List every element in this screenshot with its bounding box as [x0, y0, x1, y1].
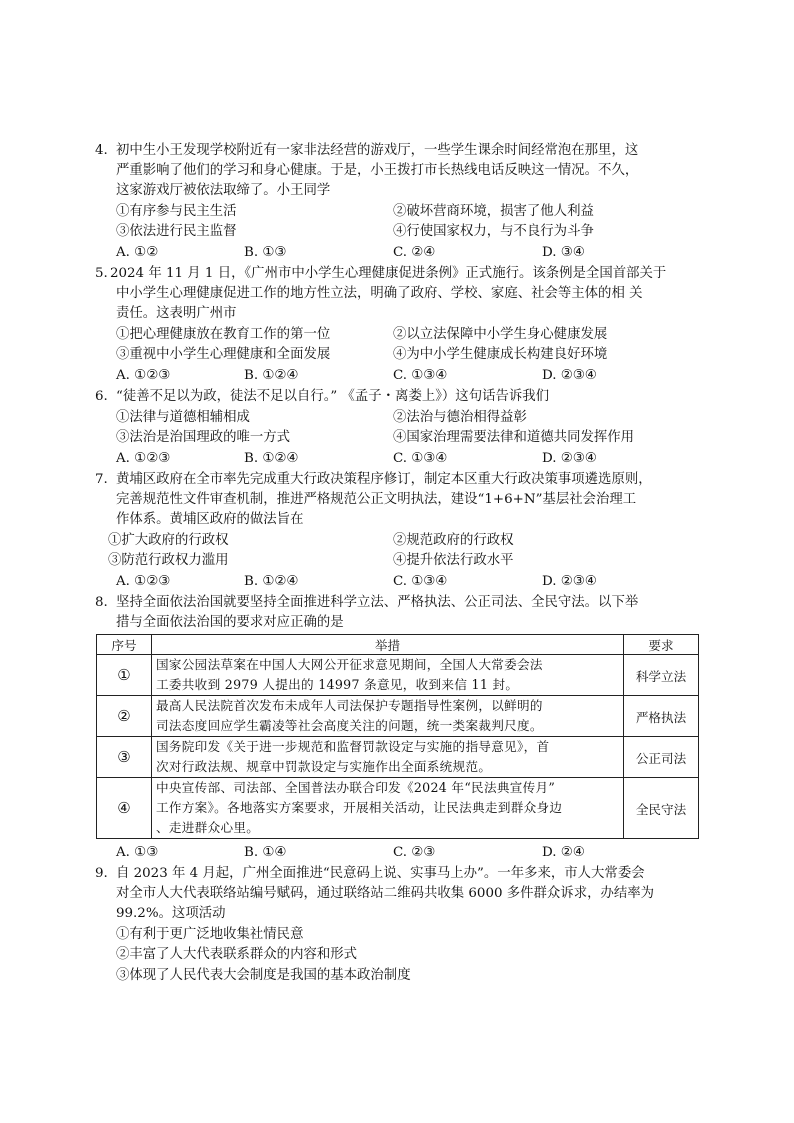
statement-item: ②丰富了人大代表联系群众的内容和形式 — [116, 947, 358, 962]
row-measure — [152, 696, 624, 737]
table-row — [97, 655, 699, 696]
statement-item: ③重视中小学生心理健康和全面发展 — [116, 347, 331, 362]
question-text-line: 作体系。黄埔区政府的做法旨在 — [116, 512, 304, 527]
statement-item: ③法治是治国理政的唯一方式 — [116, 430, 291, 445]
row-measure — [152, 778, 624, 839]
question-text-line: 2024 年 11 月 1 日，《广州市中小学生心理健康促进条例》正式施行。该条例是全国首部关于 — [110, 266, 667, 281]
question-text-line: 责任。这表明广州市 — [116, 306, 237, 321]
choice-c: C. ①③④ — [393, 368, 448, 383]
measure-line: 工委共收到 2979 人提出的 14997 条意见，收到来信 11 封。 — [156, 677, 519, 692]
choice-d: D. ②③④ — [542, 574, 597, 589]
question-text-line: 坚持全面依法治国就要坚持全面推进科学立法、严格执法、公正司法、全民守法。以下举 — [116, 595, 639, 610]
question-number: 8. — [95, 595, 108, 610]
question-text-line: 初中生小王发现学校附近有一家非法经营的游戏厅，一些学生课余时间经常泡在那里，这 — [116, 143, 639, 158]
statement-item: ③体现了人民代表大会制度是我国的基本政治制度 — [116, 968, 411, 983]
column-header-number: 序号 — [97, 635, 152, 655]
row-measure — [152, 737, 624, 778]
measure-line: 国务院印发《关于进一步规范和监督罚款设定与实施的指导意见》，首 — [156, 739, 550, 754]
table-header-row — [97, 635, 699, 655]
row-requirement: 全民守法 — [624, 778, 699, 839]
choice-b: B. ①②④ — [244, 368, 299, 383]
statement-item: ④提升依法行政水平 — [393, 553, 514, 568]
measure-line: 、走进群众心里。 — [156, 820, 260, 835]
row-number: ④ — [97, 778, 152, 839]
measure-line: 工作方案》。各地落实方案要求，开展相关活动，让民法典走到群众身边 — [156, 800, 563, 815]
question-text-line: 这家游戏厅被依法取缔了。小王同学 — [116, 183, 331, 198]
row-number: ① — [97, 655, 152, 696]
measure-line: 国家公园法草案在中国人大网公开征求意见期间，全国人大常委会法 — [156, 657, 543, 672]
choice-a: A. ①② — [116, 245, 159, 260]
measure-line: 次对行政法规、规章中罚款设定与实施作出全面系统规范。 — [156, 759, 492, 774]
row-number: ③ — [97, 737, 152, 778]
measures-table — [96, 634, 699, 839]
choice-c: C. ①③④ — [393, 451, 448, 466]
statement-item: ②以立法保障中小学生身心健康发展 — [393, 327, 608, 342]
question-number: 9. — [95, 866, 108, 881]
statement-item: ③防范行政权力滥用 — [108, 553, 229, 568]
choice-d: D. ②④ — [542, 845, 585, 860]
choice-c: C. ①③④ — [393, 574, 448, 589]
statement-item: ④行使国家权力，与不良行为斗争 — [393, 224, 594, 239]
choice-a: A. ①②③ — [116, 574, 171, 589]
question-text-line: 99.2%。这项活动 — [116, 906, 226, 921]
choice-d: D. ②③④ — [542, 368, 597, 383]
question-text-line: 对全市人大代表联络站编号赋码，通过联络站二维码共收集 6000 多件群众诉求，办结率为 — [116, 886, 655, 901]
statement-item: ②法治与德治相得益彰 — [393, 410, 527, 425]
table-row — [97, 696, 699, 737]
statement-item: ④为中小学生健康成长构建良好环境 — [393, 347, 608, 362]
statement-item: ①有序参与民主生活 — [116, 204, 237, 219]
choice-b: B. ①②④ — [244, 451, 299, 466]
statement-item: ②规范政府的行政权 — [393, 533, 514, 548]
question-text-line: 自 2023 年 4 月起，广州全面推进“民意码上说、实事马上办”。一年多来，市人大常委会 — [116, 866, 645, 881]
question-text-line: 严重影响了他们的学习和身心健康。于是，小王拨打市长热线电话反映这一情况。不久， — [116, 163, 639, 178]
statement-item: ①把心理健康放在教育工作的第一位 — [116, 327, 331, 342]
choice-a: A. ①②③ — [116, 368, 171, 383]
measure-line: 中央宣传部、司法部、全国普法办联合印发《2024 年“民法典宣传月” — [156, 780, 556, 795]
statement-item: ①扩大政府的行政权 — [108, 533, 229, 548]
column-header-measure: 举措 — [152, 635, 624, 655]
question-number: 6. — [95, 389, 108, 404]
measure-line: 最高人民法院首次发布未成年人司法保护专题指导性案例，以鲜明的 — [156, 698, 543, 713]
column-header-requirement: 要求 — [624, 635, 699, 655]
choice-c: C. ②④ — [393, 245, 436, 260]
question-text-line: 措与全面依法治国的要求对应正确的是 — [116, 615, 344, 630]
row-measure — [152, 655, 624, 696]
statement-item: ①有利于更广泛地收集社情民意 — [116, 927, 304, 942]
choice-a: A. ①②③ — [116, 451, 171, 466]
row-requirement: 公正司法 — [624, 737, 699, 778]
choice-d: D. ③④ — [542, 245, 585, 260]
choice-a: A. ①③ — [116, 845, 159, 860]
question-number: 5. — [95, 266, 108, 281]
statement-item: ②破坏营商环境，损害了他人利益 — [393, 204, 594, 219]
measure-line: 司法态度回应学生霸凌等社会高度关注的问题，统一类案裁判尺度。 — [156, 718, 543, 733]
table-row — [97, 737, 699, 778]
row-requirement: 严格执法 — [624, 696, 699, 737]
question-text-line: “徒善不足以为政，徒法不足以自行。” 《孟子・离娄上》）这句话告诉我们 — [116, 389, 550, 404]
question-text-line: 黄埔区政府在全市率先完成重大行政决策程序修订，制定本区重大行政决策事项遴选原则， — [116, 472, 652, 487]
question-text-line: 中小学生心理健康促进工作的地方性立法，明确了政府、学校、家庭、社会等主体的相 关 — [116, 286, 643, 301]
question-number: 4. — [95, 143, 108, 158]
choice-d: D. ②③④ — [542, 451, 597, 466]
choice-b: B. ①②④ — [244, 574, 299, 589]
statement-item: ④国家治理需要法律和道德共同发挥作用 — [393, 430, 635, 445]
row-requirement: 科学立法 — [624, 655, 699, 696]
row-number: ② — [97, 696, 152, 737]
statement-item: ③依法进行民主监督 — [116, 224, 237, 239]
choice-c: C. ②③ — [393, 845, 436, 860]
statement-item: ①法律与道德相辅相成 — [116, 410, 250, 425]
choice-b: B. ①④ — [244, 845, 287, 860]
choice-b: B. ①③ — [244, 245, 287, 260]
question-number: 7. — [95, 472, 108, 487]
table-row — [97, 778, 699, 839]
question-text-line: 完善规范性文件审查机制，推进严格规范公正文明执法，建设“1+6+N”基层社会治理工 — [116, 492, 637, 507]
